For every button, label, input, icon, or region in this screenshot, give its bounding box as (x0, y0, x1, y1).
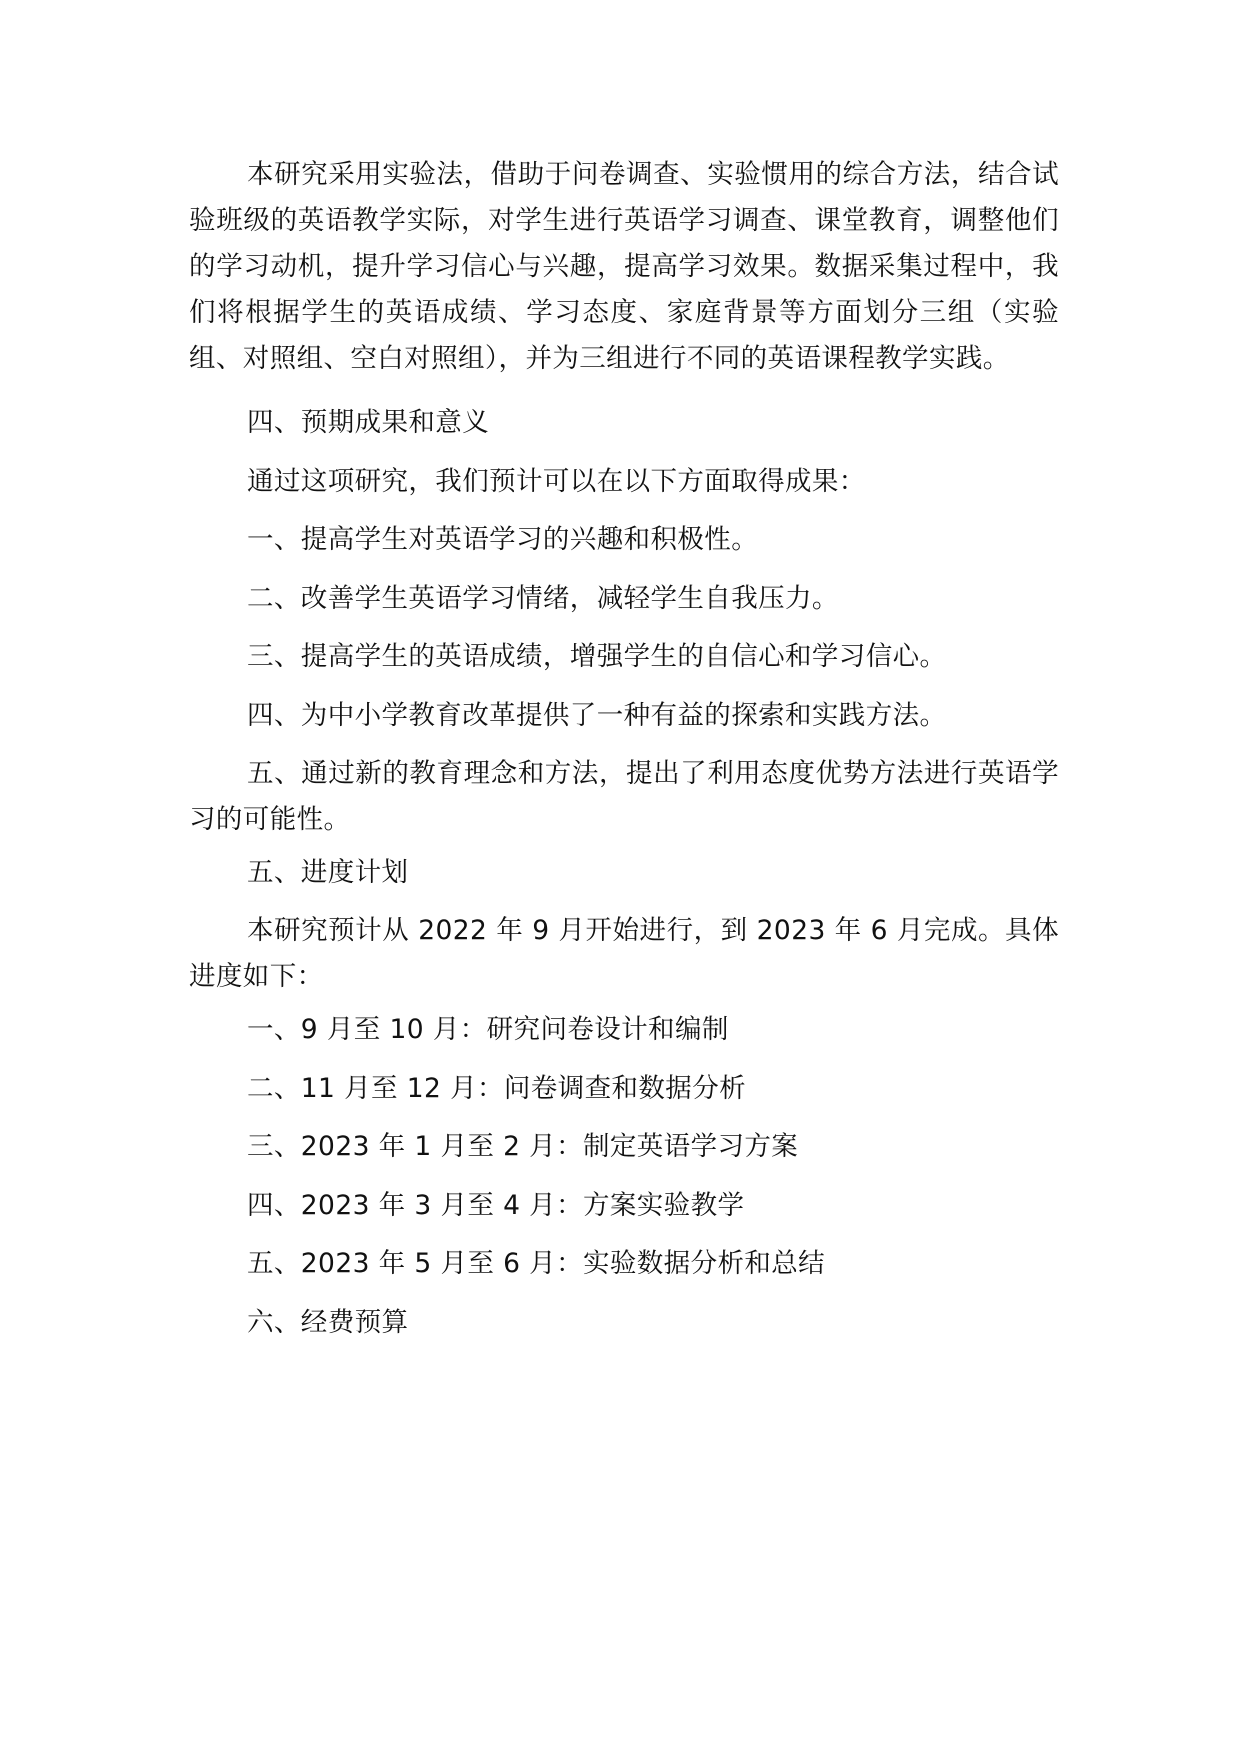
schedule-item-2: 二、11 月至 12 月：问卷调查和数据分析 (247, 1073, 747, 1104)
schedule-item-4: 四、2023 年 3 月至 4 月：方案实验教学 (247, 1190, 745, 1221)
section-heading-expected-results: 四、预期成果和意义 (247, 407, 490, 438)
schedule-item-1: 一、9 月至 10 月：研究问卷设计和编制 (247, 1014, 729, 1045)
result-item-3: 三、提高学生的英语成绩，增强学生的自信心和学习信心。 (247, 641, 947, 672)
schedule-item-5: 五、2023 年 5 月至 6 月：实验数据分析和总结 (247, 1248, 826, 1279)
section-heading-schedule: 五、进度计划 (247, 857, 409, 888)
schedule-item-3: 三、2023 年 1 月至 2 月：制定英语学习方案 (247, 1131, 799, 1162)
paragraph-schedule-intro: 本研究预计从 2022 年 9 月开始进行，到 2023 年 6 月完成。具体进度如下： (189, 915, 1059, 992)
result-item-1: 一、提高学生对英语学习的兴趣和积极性。 (247, 524, 759, 555)
paragraph-methodology: 本研究采用实验法，借助于问卷调查、实验惯用的综合方法，结合试验班级的英语教学实际，对学生进行英语学习调查、课堂教育，调整他们的学习动机，提升学习信心与兴趣，提高学习效果。数据采集过程中，我们将根据学生的英语成绩、学习态度、家庭背景等方面划分三组（实验组、对照组、空白对照组），并为三组进行不同的英语课程教学实践。 (189, 159, 1059, 374)
result-item-5: 五、通过新的教育理念和方法，提出了利用态度优势方法进行英语学习的可能性。 (189, 758, 1059, 835)
paragraph-results-intro: 通过这项研究，我们预计可以在以下方面取得成果： (247, 466, 866, 497)
section-heading-budget: 六、经费预算 (247, 1307, 409, 1338)
result-item-2: 二、改善学生英语学习情绪，减轻学生自我压力。 (247, 583, 839, 614)
result-item-4: 四、为中小学教育改革提供了一种有益的探索和实践方法。 (247, 700, 947, 731)
